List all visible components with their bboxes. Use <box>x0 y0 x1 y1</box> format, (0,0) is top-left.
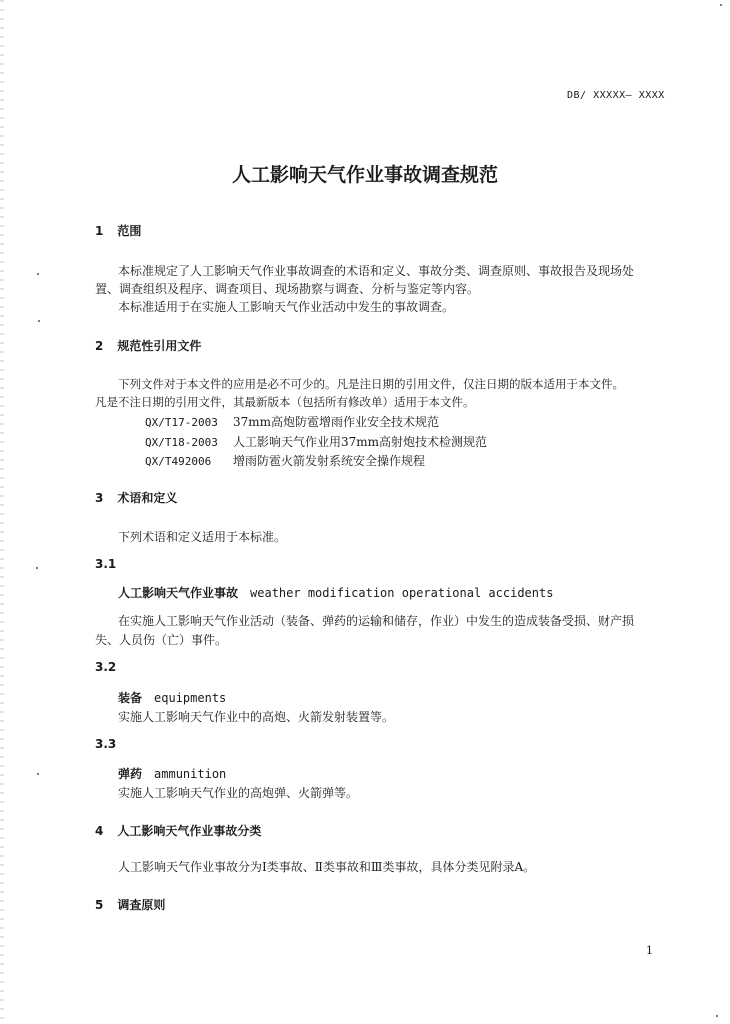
term-number: 3.3 <box>95 737 117 751</box>
term-chinese: 弹药 <box>118 767 143 781</box>
scan-edge-artifact <box>0 0 4 1024</box>
section-1-paragraph-1-line-1: 本标准规定了人工影响天气作业事故调查的术语和定义、事故分类、调查原则、事故报告及现场处 <box>118 264 635 278</box>
section-1-paragraph-1-line-2: 置、调查组织及程序、调查项目、现场勘察与调查、分析与鉴定等内容。 <box>95 282 480 296</box>
section-2-paragraph-line-1: 下列文件对于本文件的应用是必不可少的。凡是注日期的引用文件，仅注日期的版本适用于本文件。 <box>118 377 624 391</box>
section-4-heading <box>95 822 261 839</box>
document-number: DB/ XXXXX— XXXX <box>567 90 665 101</box>
section-3-heading <box>95 489 177 506</box>
reference-code: QX/T492006 <box>145 455 212 468</box>
section-title: 范围 <box>117 224 142 238</box>
term-definition-line-1: 在实施人工影响天气作业活动（装备、弹药的运输和储存，作业）中发生的造成装备受损、财产损 <box>118 614 635 628</box>
section-title: 规范性引用文件 <box>117 339 202 353</box>
section-2-paragraph-line-2: 凡是不注日期的引用文件，其最新版本（包括所有修改单）适用于本文件。 <box>95 395 475 409</box>
term-chinese: 装备 <box>118 691 143 705</box>
scan-speck <box>36 567 38 569</box>
section-2-heading <box>95 337 201 354</box>
scan-speck <box>38 320 40 322</box>
section-3-intro: 下列术语和定义适用于本标准。 <box>118 530 287 544</box>
term-definition-line-2: 失、人员伤（亡）事件。 <box>95 633 228 647</box>
reference-title: 增雨防雹火箭发射系统安全操作规程 <box>233 454 426 468</box>
reference-title: 37mm高炮防雹增雨作业安全技术规范 <box>233 415 440 429</box>
reference-title: 人工影响天气作业用37mm高射炮技术检测规范 <box>233 435 488 449</box>
term-definition-line-1: 实施人工影响天气作业中的高炮、火箭发射装置等。 <box>118 710 395 724</box>
reference-item <box>145 452 425 469</box>
section-1-heading <box>95 222 141 239</box>
section-4-paragraph: 人工影响天气作业事故分为Ⅰ类事故、Ⅱ类事故和Ⅲ类事故，具体分类见附录A。 <box>118 860 536 874</box>
scan-speck <box>716 1015 718 1017</box>
scan-speck <box>37 273 39 275</box>
section-title: 术语和定义 <box>117 491 178 505</box>
section-title: 人工影响天气作业事故分类 <box>117 824 262 838</box>
section-1-paragraph-2: 本标准适用于在实施人工影响天气作业活动中发生的事故调查。 <box>118 300 455 314</box>
term-heading <box>118 765 226 782</box>
reference-code: QX/T18-2003 <box>145 436 218 449</box>
reference-item <box>145 413 439 430</box>
document-title: 人工影响天气作业事故调查规范 <box>231 164 498 186</box>
scan-speck <box>37 773 39 775</box>
section-number: 4 <box>95 824 104 838</box>
term-definition-line-1: 实施人工影响天气作业的高炮弹、火箭弹等。 <box>118 786 359 800</box>
reference-item <box>145 433 487 450</box>
term-heading <box>118 584 553 601</box>
reference-code: QX/T17-2003 <box>145 416 218 429</box>
section-title: 调查原则 <box>117 898 166 912</box>
term-english: weather modification operational accidents <box>250 586 554 600</box>
term-english: equipments <box>154 691 227 705</box>
section-number: 2 <box>95 339 104 353</box>
term-number: 3.2 <box>95 660 117 674</box>
scan-speck <box>720 4 722 6</box>
section-number: 3 <box>95 491 104 505</box>
term-heading <box>118 689 226 706</box>
page-number: 1 <box>646 944 653 957</box>
term-number: 3.1 <box>95 557 117 571</box>
term-chinese: 人工影响天气作业事故 <box>118 586 239 600</box>
section-number: 5 <box>95 898 104 912</box>
term-english: ammunition <box>154 767 227 781</box>
section-number: 1 <box>95 224 104 238</box>
section-5-heading <box>95 896 165 913</box>
